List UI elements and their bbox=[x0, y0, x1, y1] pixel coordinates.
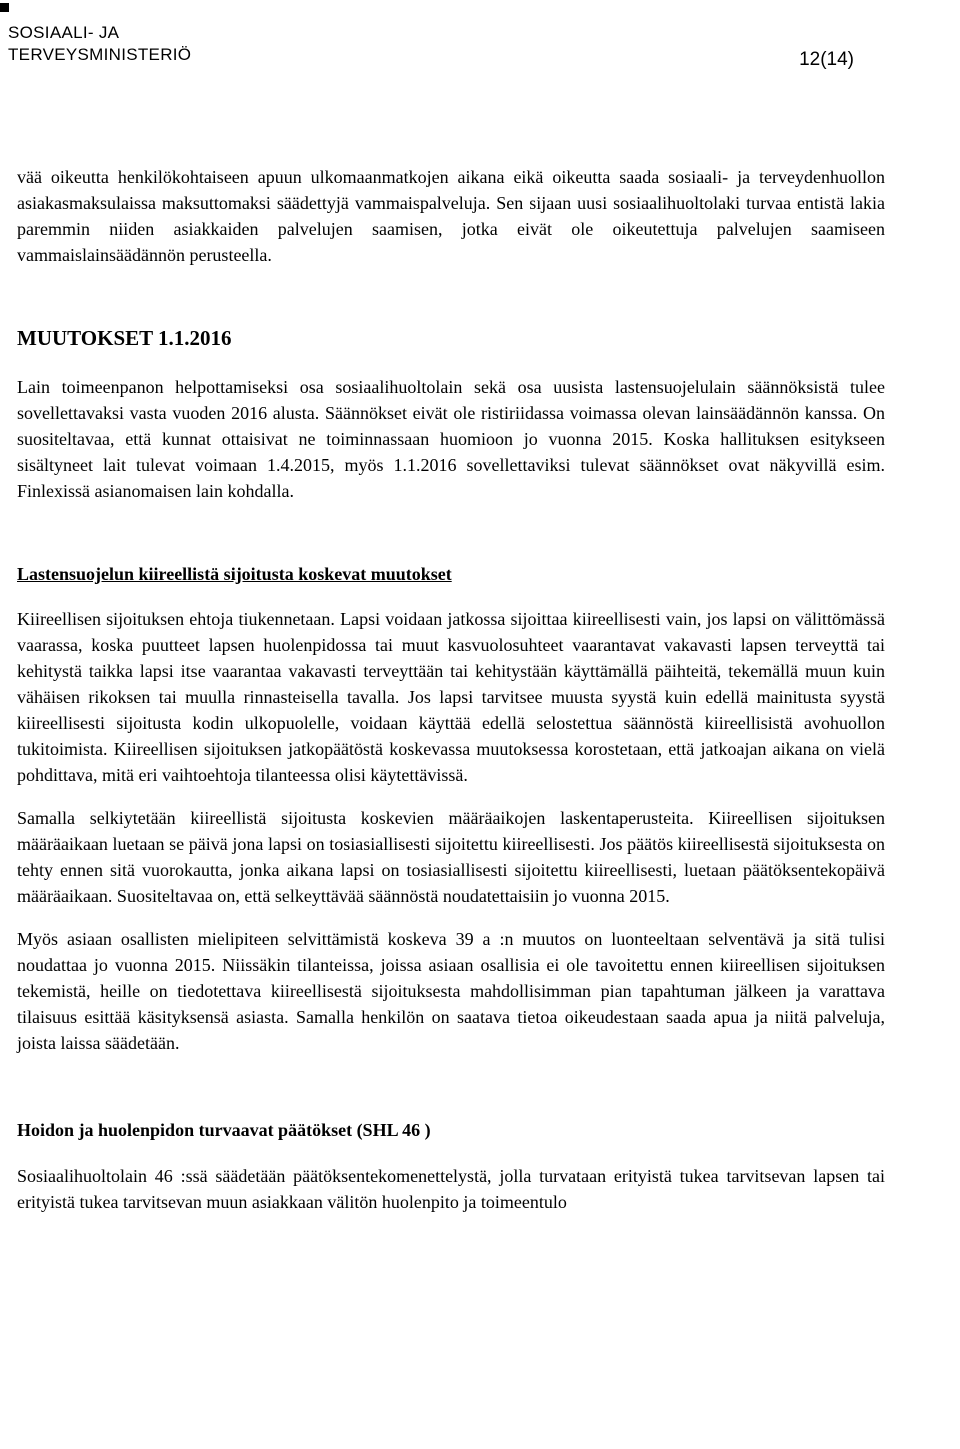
hoito-paragraph: Sosiaalihuoltolain 46 :ssä säädetään päätöksentekomenettelystä, jolla turvataan erityistä tukea tarvitsevan lapsen tai erityistä tukea tarvitsevan muun asiakkaan välitön huolenpito ja toimeentulo bbox=[17, 1166, 885, 1212]
ministry-name bbox=[8, 22, 191, 66]
muutokset-paragraph: Lain toimeenpanon helpottamiseksi osa sosiaalihuoltolain sekä osa uusista lastensuojelulain säännöksistä tulee sovellettavaksi vasta vuoden 2016 alusta. Säännökset eivät ole ristiriidassa voimassa olevan lainsäädännön kanssa. On suositeltavaa, että kunnat ottaisivat ne toiminnassaan huomioon jo vuonna 2015. Koska hallituksen esitykseen sisältyneet lait tulevat voimaan 1.4.2015, myös 1.1.2016 sovellettaviksi tulevat säännökset ovat näkyvillä esim. Finlexissä asianomaisen lain kohdalla. bbox=[17, 377, 885, 501]
lastensuojelu-heading: Lastensuojelun kiireellistä sijoitusta koskevat muutokset bbox=[17, 564, 452, 584]
ministry-name-line-1: SOSIAALI- JA bbox=[8, 23, 120, 42]
muutokset-heading: MUUTOKSET 1.1.2016 bbox=[17, 326, 232, 350]
document-body bbox=[17, 164, 885, 1215]
intro-paragraph: vää oikeutta henkilökohtaiseen apuun ulkomaanmatkojen aikana eikä oikeutta saada sosiaali- ja terveydenhuollon asiakasmaksulaissa maksuttomaksi säädettyjä vammaispalveluja. Sen sijaan uusi sosiaalihuoltolaki turvaa entistä lakia paremmin niiden asiakkaiden palvelujen saamisen, jotka eivät ole oikeutettuja palvelujen saamiseen vammaislainsäädännön perusteella. bbox=[17, 167, 885, 265]
header-mark bbox=[0, 3, 9, 12]
lastensuojelu-paragraph-2: Samalla selkiytetään kiireellistä sijoitusta koskevien määräaikojen laskentaperusteita. Kiireellisen sijoituksen määräaikaan luetaan se päivä jona lapsi on tosiasiallisesti sijoitettu kiireellisesti. Jos päätös kiireellisestä sijoituksesta on tehty ennen sitä vuorokautta, jonka aikana lapsi on tosiasiallisesti sijoitettu kiireellisesti, luetaan päätöksentekopäivä määräaikaan. Suositeltavaa on, että selkeyttävää säännöstä noudatettaisiin jo vuonna 2015. bbox=[17, 808, 885, 906]
ministry-name-line-2: TERVEYSMINISTERIÖ bbox=[8, 45, 192, 64]
page-number: 12(14) bbox=[799, 49, 854, 70]
hoito-heading: Hoidon ja huolenpidon turvaavat päätökset (SHL 46 ) bbox=[17, 1120, 431, 1140]
lastensuojelu-paragraph-1: Kiireellisen sijoituksen ehtoja tiukennetaan. Lapsi voidaan jatkossa sijoittaa kiireellisesti vain, jos lapsi on välittömässä vaarassa, koska puutteet lapsen huolenpidossa tai muut kasvuolosuhteet vaarantavat vakavasti lapsen terveyttä tai kehitystä taikka lapsi itse vaarantaa vakavasti terveyttään tai kehitystään käyttämällä päihteitä, tekemällä muun kuin vähäisen rikoksen tai muulla rinnasteisella tavalla. Jos lapsi tarvitsee muusta syystä kuin edellä mainitusta syystä kiireellisesti sijoitusta kodin ulkopuolelle, voidaan käyttää edellä selostettua säännöstä kiireellisistä avohuollon tukitoimista. Kiireellisen sijoituksen jatkopäätöstä koskevassa muutoksessa korostetaan, että jatkoajan aikana on vielä pohdittava, mitä eri vaihtoehtoja tilanteessa olisi käytettävissä. bbox=[17, 609, 885, 785]
lastensuojelu-paragraph-3: Myös asiaan osallisten mielipiteen selvittämistä koskeva 39 a :n muutos on luonteeltaan selventävä ja sitä tulisi noudattaa jo vuonna 2015. Niissäkin tilanteissa, joissa asiaan osallisia ei ole tavoitettu ennen kiireellisen sijoituksen tekemistä, heille on tiedotettava kiireellisestä sijoituksesta mahdollisimman pian tapahtuman jälkeen ja varattava tilaisuus esittää käsityksensä asiasta. Samalla henkilön on saatava tietoa oikeudestaan saada apua ja niitä palveluja, joista laissa säädetään. bbox=[17, 929, 885, 1053]
